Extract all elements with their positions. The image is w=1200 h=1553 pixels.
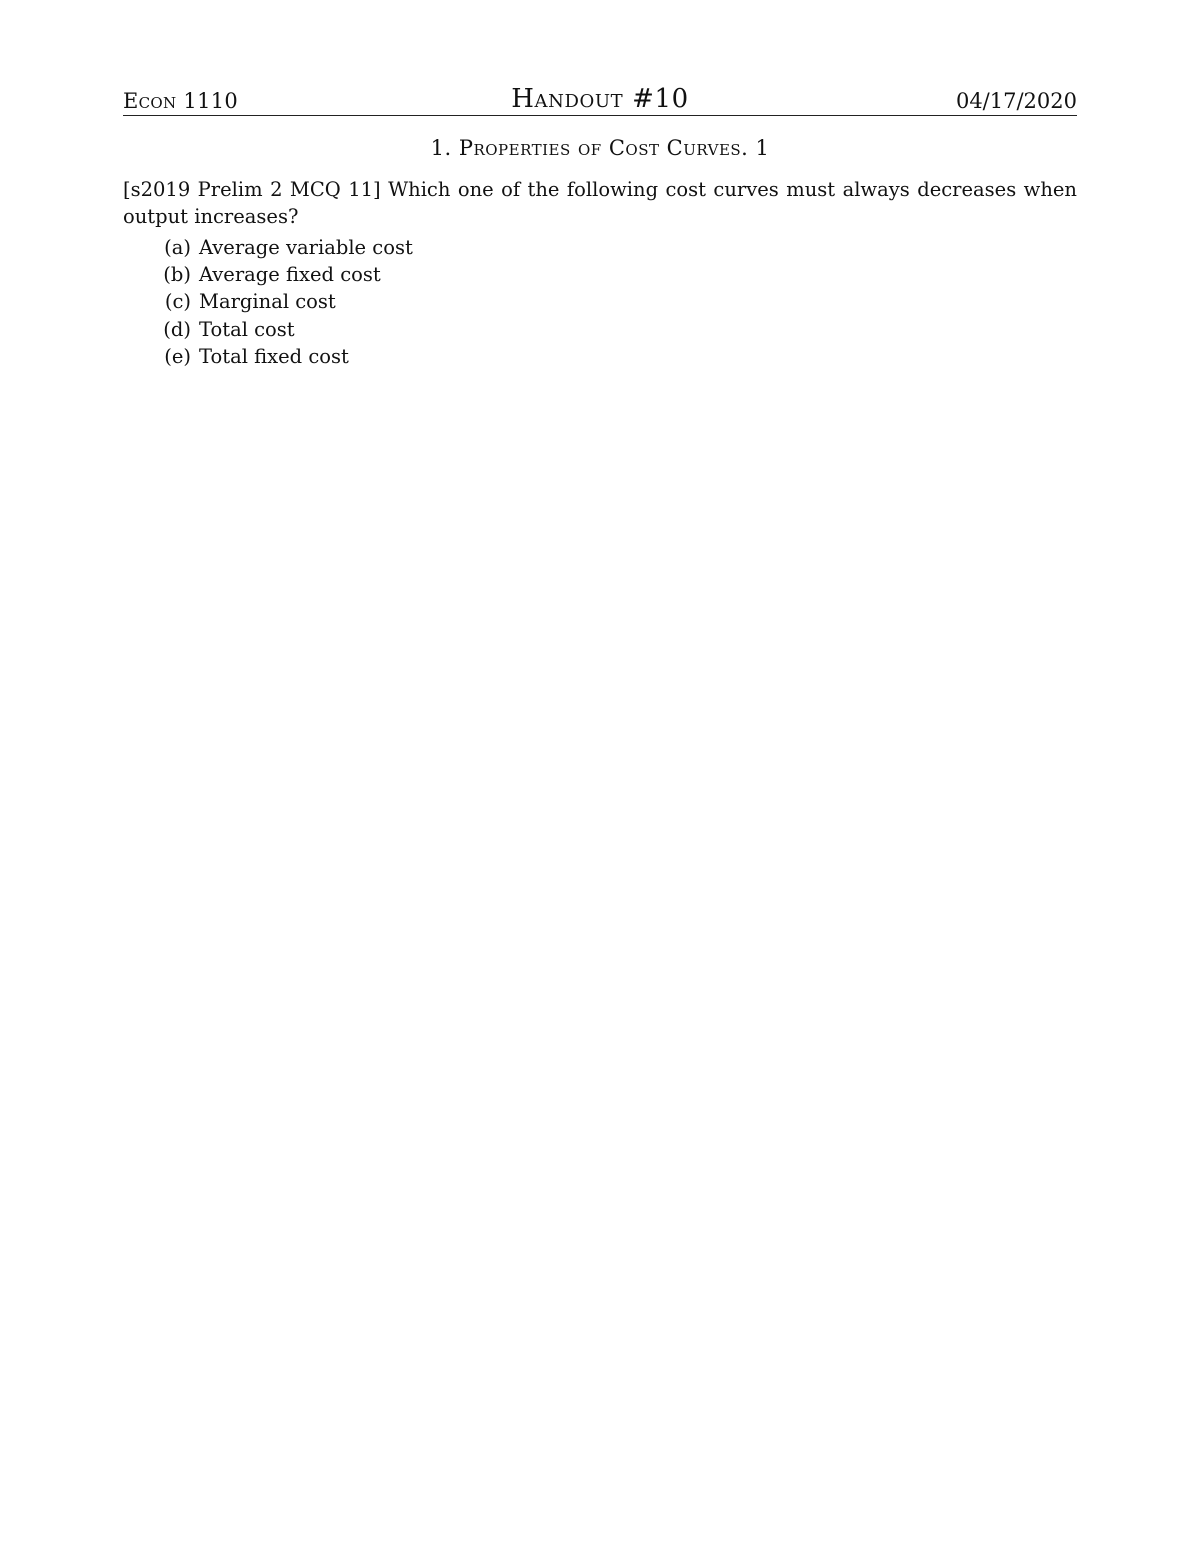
answer-option-a [155, 234, 855, 261]
answer-options [155, 234, 855, 370]
page-header [123, 86, 1077, 116]
option-label: (e) [164, 344, 191, 368]
handout-date: 04/17/2020 [955, 89, 1077, 113]
option-text: Marginal cost [199, 290, 336, 314]
option-text: Average variable cost [199, 236, 413, 259]
section-title: 1. Properties of Cost Curves. 1 [430, 136, 770, 160]
handout-title: Handout #10 [511, 84, 689, 114]
answer-option-c [155, 288, 855, 315]
answer-option-e [155, 343, 855, 370]
option-label: (c) [164, 290, 191, 314]
answer-option-b [155, 261, 855, 288]
option-label: (a) [164, 236, 191, 259]
course-name: Econ 1110 [123, 89, 239, 113]
option-text: Total fixed cost [199, 344, 349, 368]
option-label: (d) [163, 317, 191, 341]
question-text: [s2019 Prelim 2 MCQ 11] Which one of the following cost curves must always decreases when output increases? [123, 178, 1077, 228]
option-label: (b) [163, 263, 191, 287]
option-text: Total cost [199, 317, 295, 341]
option-text: Average fixed cost [199, 263, 381, 287]
answer-option-d [155, 316, 855, 343]
